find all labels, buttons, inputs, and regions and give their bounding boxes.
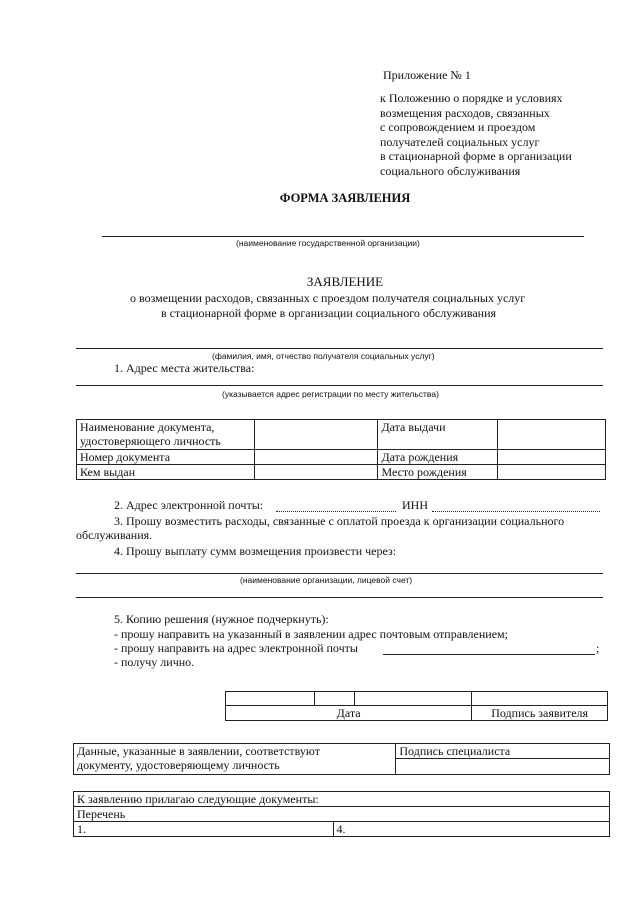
- specialist-signature-field[interactable]: [396, 759, 610, 775]
- attached-doc-1[interactable]: 1.: [74, 822, 334, 837]
- org-account-line-2[interactable]: [76, 597, 603, 598]
- statement-title: ЗАЯВЛЕНИЕ: [306, 274, 384, 289]
- date-year-field[interactable]: [354, 692, 472, 706]
- item5-title: 5. Копию решения (нужное подчеркнуть):: [114, 612, 329, 626]
- doc-number-field[interactable]: [254, 450, 378, 465]
- email-label: 2. Адрес электронной почты:: [114, 498, 264, 512]
- signature-field[interactable]: [472, 692, 608, 706]
- issued-by-label: Кем выдан: [77, 465, 255, 480]
- verification-table: [73, 743, 610, 775]
- doc-name-field[interactable]: [254, 420, 378, 450]
- item5-option-post[interactable]: - прошу направить на указанный в заявлении адрес почтовым отправлением;: [114, 627, 508, 641]
- verification-text-l1: Данные, указанные в заявлении, соответствуют: [77, 744, 320, 758]
- birth-place-field[interactable]: [498, 465, 606, 480]
- doc-name-label-l1: Наименование документа,: [80, 420, 215, 434]
- item5-option-personal[interactable]: - получу лично.: [114, 655, 195, 669]
- signature-label: Подпись заявителя: [472, 706, 608, 721]
- appendix-line: с сопровождением и проездом: [380, 120, 536, 135]
- attached-docs-header: К заявлению прилагаю следующие документы:: [74, 792, 610, 807]
- address-line[interactable]: [76, 385, 603, 386]
- semicolon: ;: [596, 641, 600, 655]
- item5-option-email[interactable]: - прошу направить на адрес электронной почты: [114, 641, 358, 655]
- specialist-signature-label: Подпись специалиста: [396, 744, 610, 759]
- appendix-line: социального обслуживания: [380, 163, 521, 178]
- inn-label: ИНН: [402, 498, 428, 512]
- form-title: ФОРМА ЗАЯВЛЕНИЯ: [279, 191, 411, 205]
- appendix-text: [380, 91, 572, 179]
- org-account-line[interactable]: [76, 573, 603, 574]
- org-name-line[interactable]: [102, 236, 584, 237]
- issue-date-field[interactable]: [498, 420, 606, 450]
- statement-line1: о возмещении расходов, связанных с проездом получателя социальных услуг: [130, 291, 526, 305]
- doc-number-label: Номер документа: [77, 450, 255, 465]
- item5-email-field[interactable]: [383, 654, 595, 655]
- applicant-signature-table: [225, 691, 608, 721]
- attached-doc-4[interactable]: 4.: [333, 822, 609, 837]
- fio-caption: (фамилия, имя, отчество получателя социальных услуг): [212, 351, 435, 361]
- appendix-line: получателей социальных услуг: [380, 134, 540, 149]
- appendix-line: в стационарной форме в организации: [380, 149, 572, 164]
- appendix-line: к Положению о порядке и условиях: [380, 91, 563, 105]
- address-label: 1. Адрес места жительства:: [114, 361, 255, 375]
- appendix-line: возмещения расходов, связанных: [380, 105, 550, 120]
- id-document-table: [76, 419, 606, 480]
- date-day-field[interactable]: [226, 692, 315, 706]
- org-caption: (наименование государственной организации): [236, 238, 420, 248]
- fio-line[interactable]: [76, 348, 603, 349]
- item3-line1: 3. Прошу возместить расходы, связанные с оплатой проезда к организации социального: [114, 514, 565, 528]
- item4-label: 4. Прошу выплату сумм возмещения произвести через:: [114, 544, 397, 558]
- org-account-caption: (наименование организации, лицевой счет): [240, 575, 413, 585]
- address-caption: (указывается адрес регистрации по месту жительства): [222, 389, 439, 399]
- email-field[interactable]: [276, 511, 396, 512]
- doc-name-label: [77, 420, 255, 450]
- inn-field[interactable]: [432, 511, 600, 512]
- date-month-field[interactable]: [314, 692, 354, 706]
- doc-name-label-l2: удостоверяющего личность: [80, 434, 221, 448]
- birth-date-field[interactable]: [498, 450, 606, 465]
- appendix-title: Приложение № 1: [383, 68, 471, 82]
- birth-date-label: Дата рождения: [378, 450, 498, 465]
- verification-text: [74, 744, 396, 775]
- issued-by-field[interactable]: [254, 465, 378, 480]
- item3-line2: обслуживания.: [76, 528, 153, 542]
- issue-date-label: Дата выдачи: [378, 420, 498, 450]
- attached-documents-table: [73, 791, 610, 837]
- birth-place-label: Место рождения: [378, 465, 498, 480]
- attached-docs-list-label: Перечень: [74, 807, 610, 822]
- verification-text-l2: документу, удостоверяющему личность: [77, 758, 280, 772]
- statement-line2: в стационарной форме в организации социального обслуживания: [161, 306, 497, 320]
- date-label: Дата: [226, 706, 472, 721]
